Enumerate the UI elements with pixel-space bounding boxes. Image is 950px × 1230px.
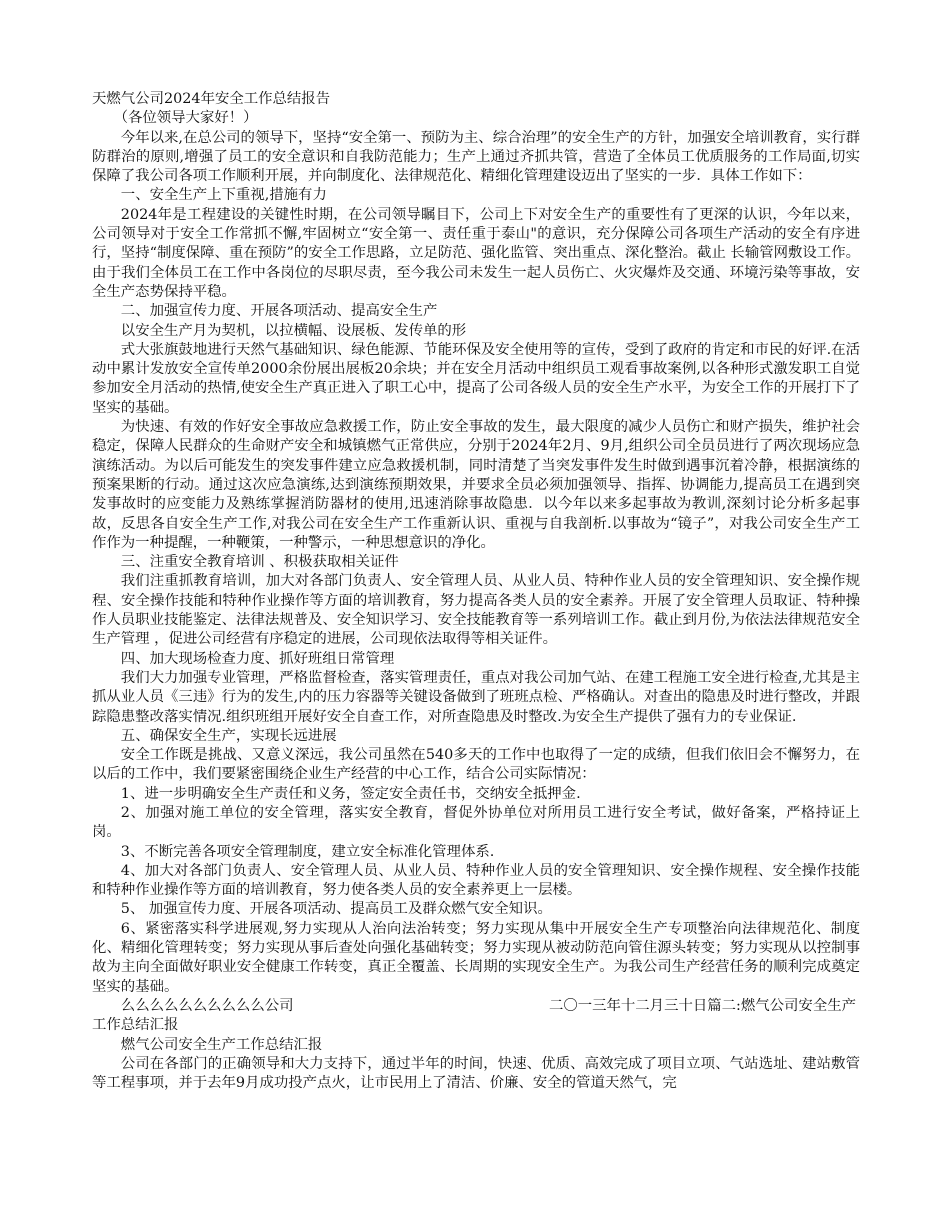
list-item: 6、紧密落实科学进展观,努力实现从人治向法治转变；努力实现从集中开展安全生产专项整治向法律规范化、制度化、精细化管理转变；努力实现从事后查处向强化基础转变；努力实现从被动防范向管住源头转变；努力实现从以控制事故为主向全面做好职业安全健康工作转变，真正全覆盖、长周期的实现安全生产。为我公司生产经营任务的顺利完成奠定坚实的基础。 <box>92 920 860 995</box>
signature-line <box>92 997 860 1016</box>
section-heading-3: 三、注重安全教育培训 、积极获取相关证件 <box>120 554 399 571</box>
section-2-paragraph-a: 以安全生产月为契机，以拉横幅、设展板、发传单的形 <box>120 322 467 339</box>
list-item: 3、不断完善各项安全管理制度，建立安全标准化管理体系. <box>120 843 495 860</box>
section-2-paragraph-c: 为快速、有效的作好安全事故应急救援工作，防止安全事故的发生，最大限度的减少人员伤亡和财产损失，维护社会稳定，保障人民群众的生命财产安全和城镇燃气正常供应，分别于2024年2月、9月,组织公司全员员进行了两次现场应急演练活动。为以后可能发生的突发事件建立应急救援机制，同时清楚了当突发事件发生时做到遇事沉着冷静，根据演练的预案果断的行动。通过这次应急演练,达到演练预期效果，并要求全员必须加强领导、指挥、协调能力,提高员工在遇到突发事故时的应变能力及熟练掌握消防器材的使用,迅速消除事故隐患．以今年以来多起事故为教训,深刻讨论分析多起事故，反思各自安全生产工作,对我公司在安全生产工作重新认识、重视与自我剖析.以事故为“镜子”，对我公司安全生产工作作为一种提醒，一种鞭策，一种警示，一种思想意识的净化。 <box>92 419 860 551</box>
section-2-paragraph-b: 式大张旗鼓地进行天然气基础知识、绿色能源、节能环保及安全使用等的宣传，受到了政府的肯定和市民的好评.在活动中累计发放安全宣传单2000余份展出展板20余块；并在安全月活动中组织员工观看事故案例,以各种形式激发职工自觉参加安全月活动的热情,使安全生产真正进入了职工心中，提高了公司各级人员的安全生产水平，为安全工作的开展打下了坚实的基础。 <box>92 341 860 416</box>
greeting: （各位领导大家好！） <box>113 110 258 127</box>
closing-paragraph: 公司在各部门的正确领导和大力支持下，通过半年的时间，快速、优质、高效完成了项目立项、气站选址、建站敷管等工程事项，并于去年9月成功投产点火，让市民用上了清洁、价廉、安全的管道天然气，完 <box>92 1055 860 1092</box>
signature-continuation: 工作总结汇报 <box>92 1017 179 1034</box>
document-title: 天燃气公司2024年安全工作总结报告 <box>92 91 331 107</box>
list-item: 5、 加强宣传力度、开展各项活动、提高员工及群众燃气安全知识。 <box>120 901 552 918</box>
signature-date: 二〇一三年十二月三十日篇二:燃气公司安全生产 <box>548 997 856 1014</box>
list-item: 4、加大对各部门负责人、安全管理人员、从业人员、特种作业人员的安全管理知识、安全操作规程、安全操作技能和特种作业操作等方面的培训教育，努力使各类人员的安全素养更上一层楼。 <box>92 862 860 899</box>
section-4-paragraph: 我们大力加强专业管理，严格监督检查，落实管理责任，重点对我公司加气站、在建工程施工安全进行检查,尤其是主抓从业人员《三违》行为的发生,内的压力容器等关键设备做到了班班点检、严格确认。对查出的隐患及时进行整改，并跟踪隐患整改落实情况.组织班组开展好安全自查工作，对所查隐患及时整改.为安全生产提供了强有力的专业保证. <box>92 669 860 725</box>
section-heading-2: 二、加强宣传力度、开展各项活动、提高安全生产 <box>120 303 438 320</box>
subsection-title: 燃气公司安全生产工作总结汇报 <box>120 1036 323 1053</box>
signature-company: 么么么么么么么么么么公司 <box>120 997 294 1014</box>
document-page <box>92 90 860 1093</box>
section-5-paragraph: 安全工作既是挑战、又意义深远，我公司虽然在540多天的工作中也取得了一定的成绩，但我们依旧会不懈努力，在以后的工作中，我们要紧密围绕企业生产经营的中心工作，结合公司实际情况： <box>92 747 860 783</box>
section-heading-1: 一、安全生产上下重视,措施有力 <box>120 187 327 204</box>
list-item: 2、加强对施工单位的安全管理，落实安全教育，督促外协单位对所用员工进行安全考试，做好备案，严格持证上岗。 <box>92 804 860 841</box>
section-heading-5: 五、确保安全生产，实现长远进展 <box>120 727 337 744</box>
intro-paragraph: 今年以来,在总公司的领导下，坚持“安全第一、预防为主、综合治理”的安全生产的方针，加强安全培训教育，实行群防群治的原则,增强了员工的安全意识和自我防范能力；生产上通过齐抓共管，营造了全体员工优质服务的工作局面,切实保障了我公司各项工作顺利开展，并向制度化、法律规范化、精细化管理建设迈出了坚实的一步．具体工作如下： <box>92 129 860 185</box>
list-item: 1、进一步明确安全生产责任和义务，签定安全责任书，交纳安全抵押金. <box>120 785 581 802</box>
section-1-paragraph: 2024年是工程建设的关键性时期，在公司领导瞩目下，公司上下对安全生产的重要性有了更深的认识，今年以来，公司领导对于安全工作常抓不懈,牢固树立“安全第一、责任重于泰山"的意识，充分保障公司各项生产活动的安全有序进行，坚持“制度保障、重在预防”的安全工作思路，立足防范、强化监管、突出重点、深化整治。截止 长输管网敷设工作。由于我们全体员工在工作中各岗位的尽职尽责，至今我公司未发生一起人员伤亡、火灾爆炸及交通、环境污染等事故，安全生产态势保持平稳。 <box>92 206 860 300</box>
section-heading-4: 四、加大现场检查力度、抓好班组日常管理 <box>120 650 395 667</box>
section-3-paragraph: 我们注重抓教育培训，加大对各部门负责人、安全管理人员、从业人员、特种作业人员的安全管理知识、安全操作规程、安全操作技能和特种作业操作等方面的培训教育，努力提高各类人员的安全素养。开展了安全管理人员取证、特种操作人员职业技能鉴定、法律法规普及、安全知识学习、安全技能教育等一系列培训工作。截止到月份,为依法法律规范安全生产管理 ，促进公司经营有序稳定的进展，公司现依法取得等相关证件。 <box>92 573 860 648</box>
